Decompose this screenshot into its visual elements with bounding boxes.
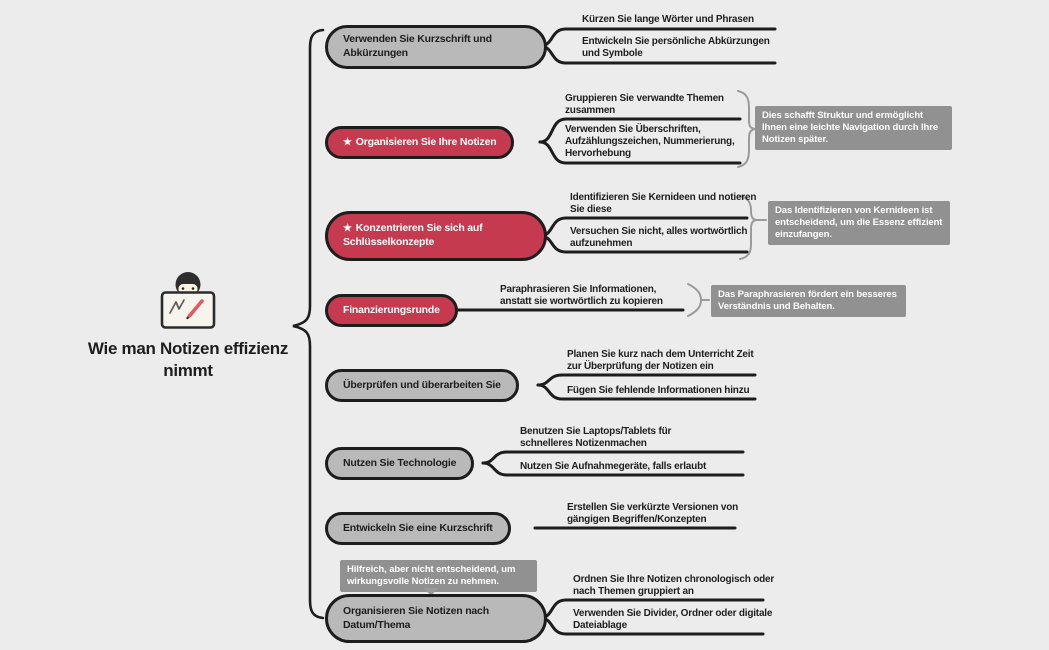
root-topic[interactable] — [78, 272, 298, 382]
leaf-node[interactable]: Nutzen Sie Aufnahmegeräte, falls erlaubt — [520, 461, 707, 472]
leaf-node[interactable]: Paraphrasieren Sie Informationen, anstatt sie wortwörtlich zu kopieren — [500, 284, 663, 307]
star-icon: ★ — [343, 137, 352, 148]
branch-node[interactable] — [325, 211, 547, 261]
leaf-node[interactable]: Ordnen Sie Ihre Notizen chronologisch oder nach Themen gruppiert an — [573, 574, 775, 597]
branch-node[interactable] — [325, 369, 519, 402]
branch-label: Organisieren Sie Ihre Notizen — [355, 135, 497, 148]
person-taking-notes-icon — [153, 272, 223, 332]
leaf-node[interactable]: Entwickeln Sie persönliche Abkürzungen und Symbole — [582, 36, 770, 59]
branch-node[interactable] — [325, 594, 547, 643]
root-title: Wie man Notizen effizienz nimmt — [87, 339, 289, 381]
branch-node[interactable] — [325, 512, 511, 545]
star-icon: ★ — [343, 223, 352, 235]
branch-node[interactable] — [325, 294, 458, 327]
leaf-node[interactable]: Gruppieren Sie verwandte Themen zusammen — [565, 93, 724, 116]
branch-label: Organisieren Sie Notizen nach Datum/Thema — [343, 604, 489, 631]
leaf-node[interactable]: Verwenden Sie Divider, Ordner oder digitale Dateiablage — [573, 608, 773, 631]
leaf-node[interactable]: Erstellen Sie verkürzte Versionen von gängigen Begriffen/Konzepten — [567, 502, 739, 525]
note-sticker[interactable]: Dies schafft Struktur und ermöglicht Ihnen eine leichte Navigation durch Ihre Notizen später. — [755, 106, 952, 150]
branch-label: Überprüfen und überarbeiten Sie — [343, 378, 501, 391]
leaf-node[interactable]: Kürzen Sie lange Wörter und Phrasen — [582, 14, 754, 25]
leaf-node[interactable]: Versuchen Sie nicht, alles wortwörtlich aufzunehmen — [570, 226, 748, 249]
branch-node[interactable] — [325, 447, 474, 480]
branch-label: Finanzierungsrunde — [343, 303, 440, 316]
leaf-node[interactable]: Benutzen Sie Laptops/Tablets für schnelleres Notizenmachen — [520, 426, 672, 449]
note-sticker[interactable]: Das Identifizieren von Kernideen ist entscheidend, um die Essenz effizient einzufangen. — [768, 201, 950, 245]
branch-label: Entwickeln Sie eine Kurzschrift — [343, 521, 493, 534]
branch-label: Nutzen Sie Technologie — [343, 456, 457, 469]
branch-node[interactable] — [325, 25, 547, 69]
branch-label: Verwenden Sie Kurzschrift und Abkürzungen — [343, 33, 492, 59]
branch-label: ★ Konzentrieren Sie sich auf Schlüsselkonzepte — [343, 222, 483, 248]
branch-node[interactable] — [325, 126, 514, 159]
leaf-node[interactable]: Fügen Sie fehlende Informationen hinzu — [567, 385, 750, 396]
note-sticker[interactable]: Hilfreich, aber nicht entscheidend, um wirkungsvolle Notizen zu nehmen. — [340, 560, 537, 592]
leaf-node[interactable]: Planen Sie kurz nach dem Unterricht Zeit zur Überprüfung der Notizen ein — [567, 349, 754, 372]
leaf-node[interactable]: Identifizieren Sie Kernideen und notieren Sie diese — [570, 192, 757, 215]
leaf-node[interactable]: Verwenden Sie Überschriften, Aufzählungszeichen, Nummerierung, Hervorhebung — [565, 124, 735, 159]
note-sticker[interactable]: Das Paraphrasieren fördert ein besseres Verständnis und Behalten. — [711, 285, 906, 317]
